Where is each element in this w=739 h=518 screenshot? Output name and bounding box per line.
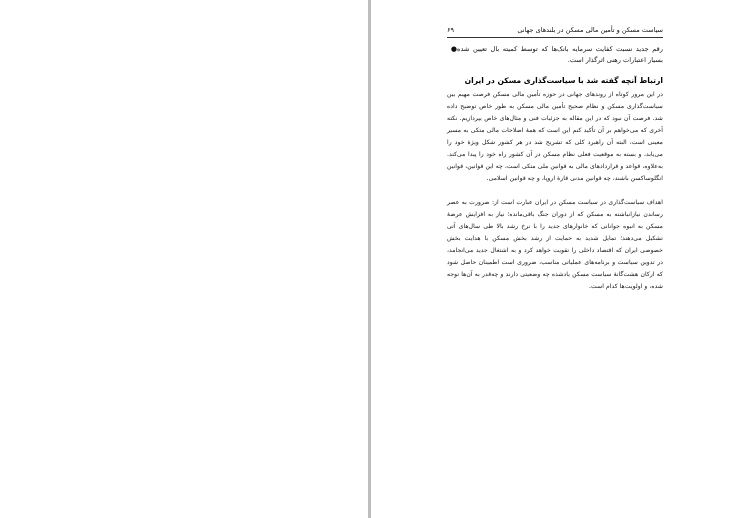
bullet-item	[447, 44, 663, 66]
paragraph-2: اهداف سیاست‌گذاری در سیاست مسکن در ایران عبارت است از: ضرورت به عصر رساندن نیازانباشته به مسکن که از دوران جنگ باقی‌مانده؛ نیاز به افزایش عرضهٔ مسکن به انبوه جوانانی که خانوارهای جدید را با نرخ رشد بالا طی سال‌های آتی تشکیل می‌دهند؛ تمایل شدید به حمایت از رشد بخش مسکن با هدایت بخش خصوصی ایران که اقتصاد داخلی را تقویت خواهد کرد و به اشتغال جدید می‌انجامد، در تدوین سیاست و برنامه‌های عملیاتی مناسب، ضروری است اطمینان حاصل شود که ارکان هشت‌گانهٔ سیاست مسکن یادشده چه وضعیتی دارند و چه‌قدر به آن‌ها توجه شده، و اولویت‌ها کدام است.	[447, 199, 663, 290]
paragraph-1: در این مرور کوتاه از روندهای جهانی در حوزه تأمین مالی مسکن فرصت مهیم بین سیاست‌گذاری مسکن و نظام صحیح تأمین مالی مسکن به طور خاص توضیح داده شد. فرصت آن نبود که در این مقاله به جزئیات فنی و مثال‌های خاص بپردازیم. نکته آخری که می‌خواهم بر آن تأکید کنم این است که همهٔ اصلاحات مالی متکی به مسیر معینی است، البته آن راهبرد کلی که تشریح شد در هر کشور شکل ویژهٔ خود را می‌یابد، و بسته به موقعیت فعلی نظام مسکن در آن کشور راه خود را پیدا می‌کند. به‌علاوه، قواعد و قراردادهای مالی به قوانین ملی متکی است، چه این قوانین، قوانین انگلوساکسن باشند، چه قوانین مدنی قارهٔ اروپا، و چه قوانین اسلامی.	[447, 91, 663, 182]
left-page	[0, 0, 369, 518]
section-heading: ارتباط آنچه گفته شد با سیاست‌گذاری مسکن در ایران	[464, 76, 663, 85]
right-page	[371, 0, 739, 518]
bullet-text: رقم جدید نسبت کفایت سرمایه بانک‌ها که توسط کمیته بال تعیین شده بسیار اعتبارات رهنی اثرگذار است.	[457, 45, 663, 64]
page-header	[447, 25, 663, 38]
bullet-dot-icon: ●	[450, 45, 457, 53]
running-title: سیاست مسکن و تأمین مالی مسکن در بلندهای جهانی	[517, 26, 663, 34]
page-number: ۶۹	[447, 26, 454, 34]
